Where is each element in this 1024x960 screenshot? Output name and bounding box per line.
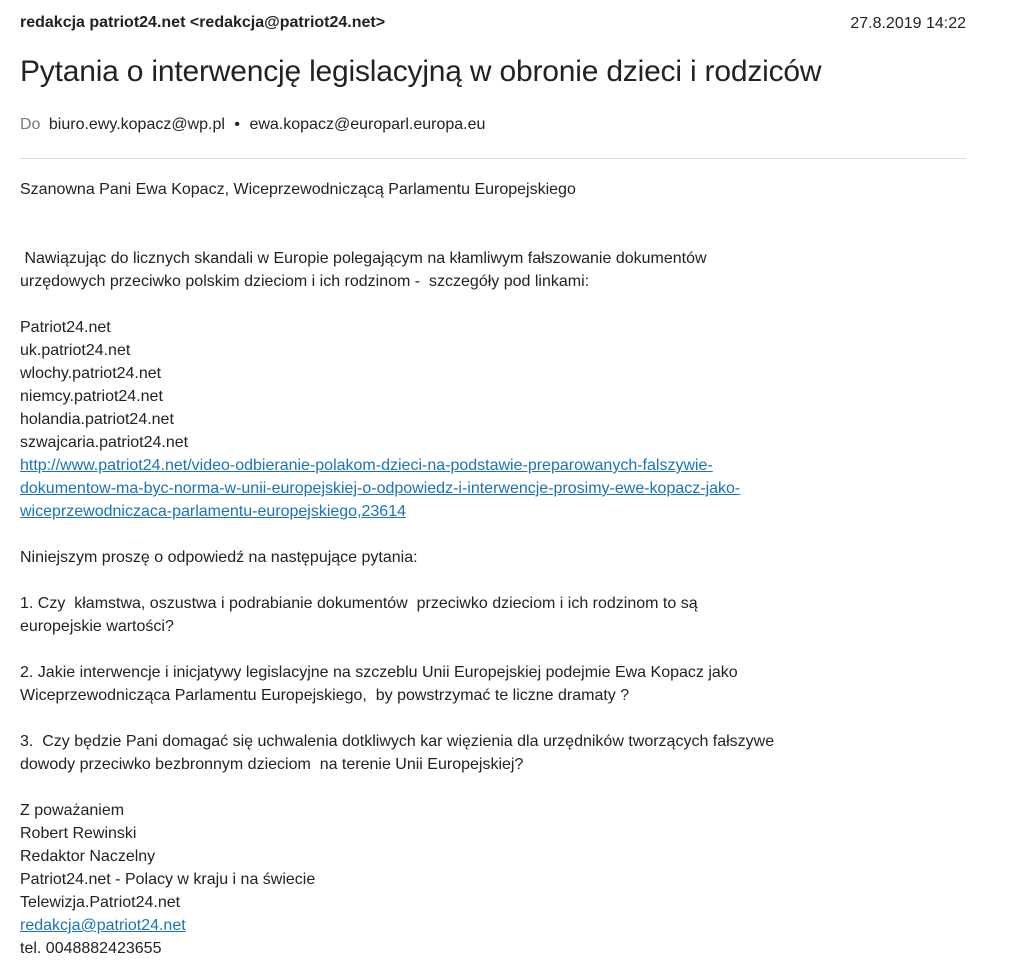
site-list [20, 316, 966, 454]
recipient-2[interactable]: ewa.kopacz@europarl.europa.eu [249, 116, 486, 133]
email-subject: Pytania o interwencję legislacyjną w obronie dzieci i rodziców [20, 55, 822, 88]
recipients-line [20, 116, 485, 134]
intro-line: urzędowych przeciwko polskim dzieciom i ich rodzinom - szczegóły pod linkami: [20, 273, 590, 290]
request-text: Niniejszym proszę o odpowiedź na następujące pytania: [20, 549, 418, 566]
greeting: Szanowna Pani Ewa Kopacz, Wiceprzewodniczącą Parlamentu Europejskiego [20, 181, 576, 198]
question-2: Wiceprzewodnicząca Parlamentu Europejskiego, by powstrzymać te liczne dramaty ? [20, 687, 630, 704]
article-link-line[interactable]: dokumentow-ma-byc-norma-w-unii-europejskiej-o-odpowiedz-i-interwencje-prosimy-ewe-kopacz-jako- [20, 480, 741, 497]
signature-closing: Z poważaniem [20, 802, 125, 819]
recipient-1[interactable]: biuro.ewy.kopacz@wp.pl [48, 116, 225, 133]
intro-line: Nawiązując do licznych skandali w Europie polegającym na kłamliwym fałszowanie dokumentów [20, 250, 707, 267]
question-2: 2. Jakie interwencje i inicjatywy legislacyjne na szczeblu Unii Europejskiej podejmie Ewa Kopacz jako [20, 664, 738, 681]
site-item: Patriot24.net [20, 319, 111, 336]
question-3: 3. Czy będzie Pani domagać się uchwalenia dotkliwych kar więzienia dla urzędników tworzących fałszywe [20, 733, 775, 750]
signature-title: Redaktor Naczelny [20, 848, 156, 865]
sent-date: 27.8.2019 14:22 [850, 15, 966, 32]
email-body [20, 178, 966, 960]
site-item: szwajcaria.patriot24.net [20, 434, 189, 451]
signature [20, 799, 966, 960]
question-1: europejskie wartości? [20, 618, 174, 635]
question-3: dowody przeciwko bezbronnym dzieciom na terenie Unii Europejskiej? [20, 756, 524, 773]
signature-tv: Telewizja.Patriot24.net [20, 894, 181, 911]
header-divider [20, 158, 966, 159]
recipient-separator: • [234, 116, 240, 133]
signature-phone: tel. 0048882423655 [20, 940, 162, 957]
article-link-line[interactable]: wiceprzewodniczaca-parlamentu-europejskiego,23614 [20, 503, 406, 520]
question-1: 1. Czy kłamstwa, oszustwa i podrabianie dokumentów przeciwko dzieciom i ich rodzinom to są [20, 595, 698, 612]
signature-email-link[interactable]: redakcja@patriot24.net [20, 917, 186, 934]
article-link-line[interactable]: http://www.patriot24.net/video-odbieranie-polakom-dzieci-na-podstawie-preparowanych-falszywie- [20, 457, 713, 474]
sender[interactable]: redakcja patriot24.net <redakcja@patriot24.net> [20, 14, 386, 31]
site-item: holandia.patriot24.net [20, 411, 174, 428]
site-item: wlochy.patriot24.net [20, 365, 162, 382]
signature-name: Robert Rewinski [20, 825, 137, 842]
site-item: uk.patriot24.net [20, 342, 131, 359]
article-link[interactable] [20, 454, 920, 523]
site-item: niemcy.patriot24.net [20, 388, 163, 405]
to-label: Do [20, 116, 41, 133]
signature-org: Patriot24.net - Polacy w kraju i na świecie [20, 871, 316, 888]
